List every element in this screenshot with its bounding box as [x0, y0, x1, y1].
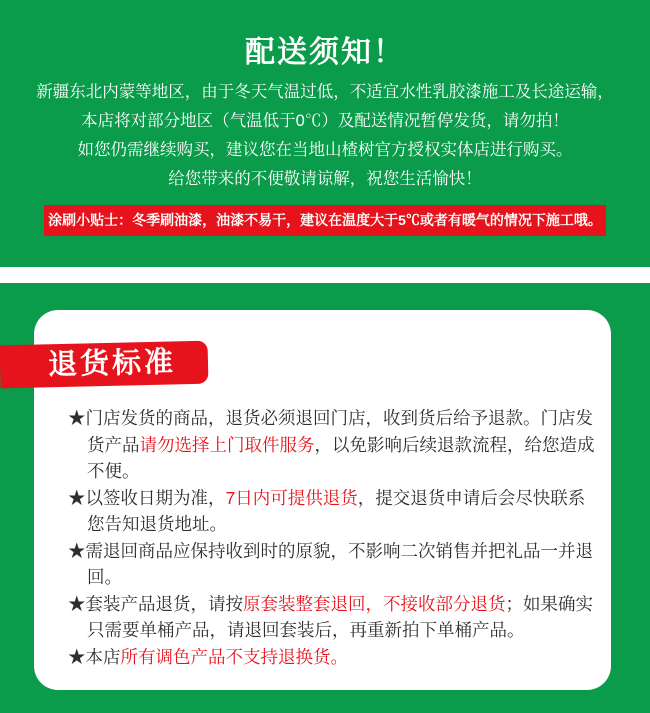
policy-text-segment: ，以免影响后续退款流程，给您造成不便。	[87, 434, 595, 481]
policy-text-segment: ★本店	[68, 646, 121, 667]
return-policy-item	[68, 538, 598, 591]
return-policy-item	[68, 644, 598, 671]
return-policy-item	[68, 485, 598, 538]
section-divider	[0, 267, 650, 283]
policy-text-segment: 请勿选择上门取件服务	[139, 434, 315, 455]
delivery-notice-line: 本店将对部分地区（气温低于0℃）及配送情况暂停发货，请勿拍！	[81, 112, 569, 130]
painting-tip-banner: 涂刷小贴士：冬季刷油漆，油漆不易干，建议在温度大于5℃或者有暖气的情况下施工哦。	[44, 205, 606, 236]
policy-text-segment: 7日内可提供退货	[225, 487, 358, 508]
policy-text-segment: ★需退回商品应保持收到时的原貌，不影响二次销售并把礼品一并退回。	[68, 540, 593, 587]
delivery-notice-line: 给您带来的不便敬请谅解，祝您生活愉快！	[168, 170, 482, 188]
policy-text-segment: ★套装产品退货，请按	[68, 593, 243, 614]
return-policy-badge: 退货标准	[0, 341, 208, 389]
return-policy-item	[68, 591, 598, 644]
delivery-notice-line: 如您仍需继续购买，建议您在当地山楂树官方授权实体店进行购买。	[77, 141, 573, 159]
delivery-notice-line: 新疆东北内蒙等地区，由于冬天气温过低，不适宜水性乳胶漆施工及长途运输，	[36, 83, 614, 101]
return-policy-section	[0, 283, 650, 713]
delivery-notice-section	[0, 0, 650, 267]
policy-text-segment: 所有调色产品不支持退换货。	[120, 646, 348, 667]
policy-text-segment: 原套装整套退回，不接收部分退货	[243, 593, 506, 614]
delivery-notice-title: 配送须知！	[245, 36, 405, 69]
policy-text-segment: ★门店发货的商品，退货必须退回门店，收到货后给予退款。门店发货产品	[68, 408, 593, 455]
return-policy-item	[68, 405, 598, 485]
policy-text-segment: ，提交退货申请后会尽快联系您告知退货地址。	[87, 487, 586, 534]
policy-text-segment: ；如果确实只需要单桶产品，请退回套装后，再重新拍下单桶产品。	[87, 593, 593, 640]
policy-text-segment: ★以签收日期为准，	[68, 487, 226, 508]
